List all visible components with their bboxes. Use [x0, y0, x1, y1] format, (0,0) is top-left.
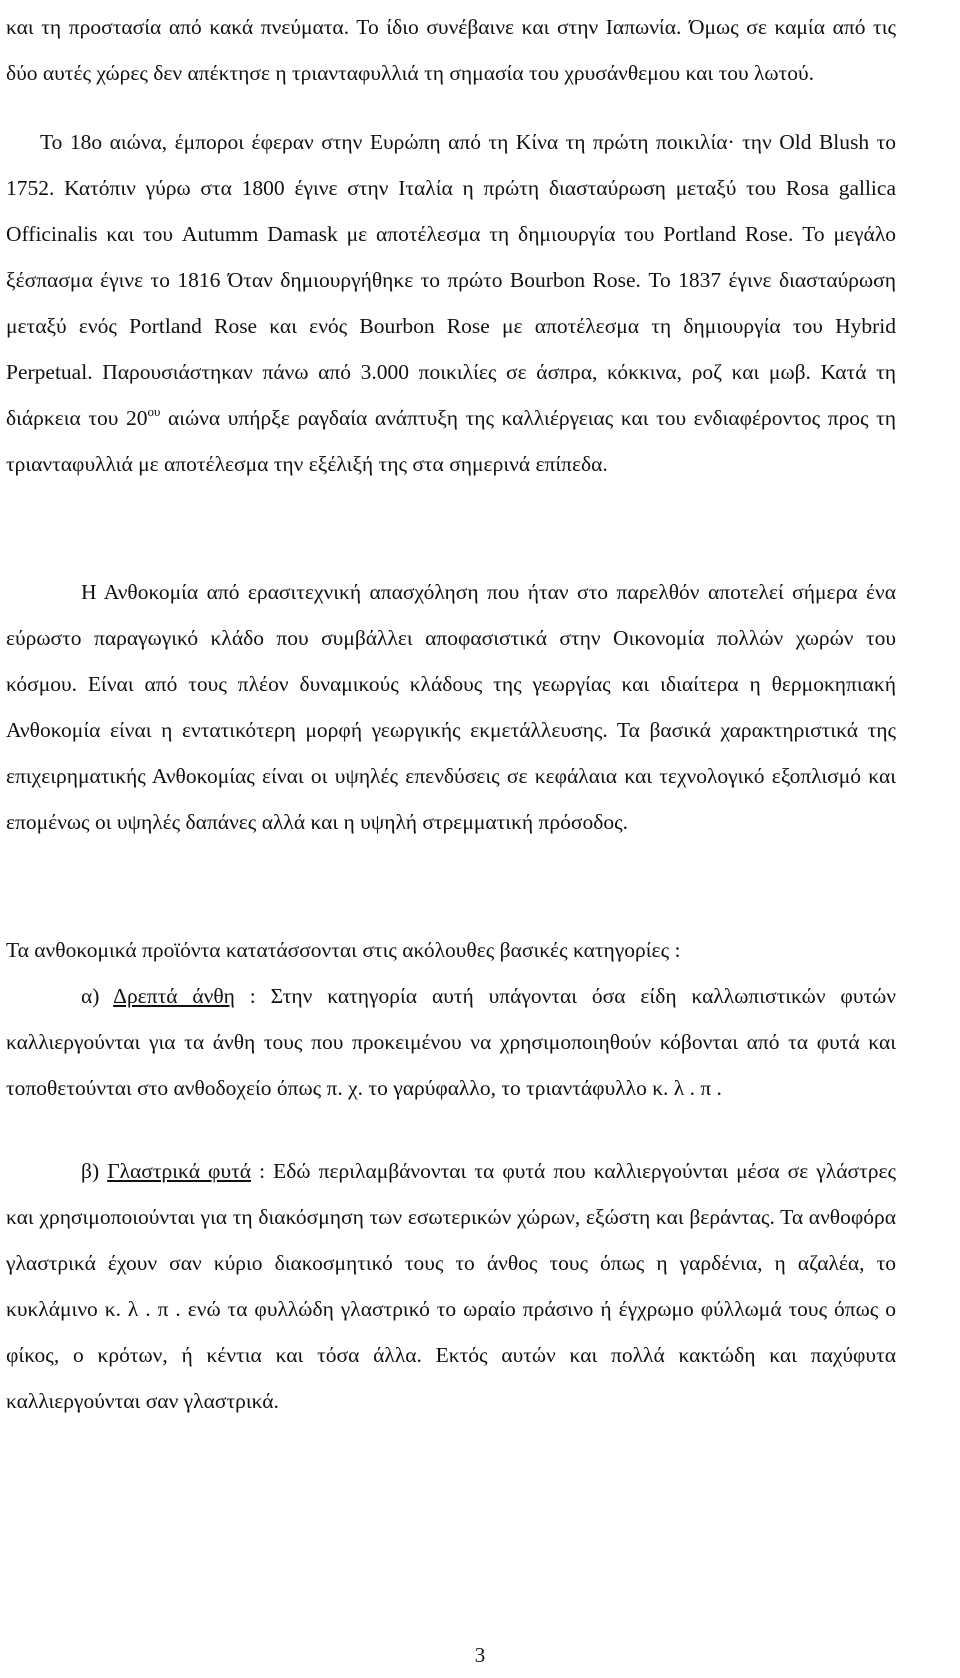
term-potted-plants: Γλαστρικά φυτά — [107, 1159, 251, 1183]
paragraph-cut-flowers — [6, 973, 896, 1111]
paragraph-text: Η Ανθοκομία από ερασιτεχνική απασχόληση που ήταν στο παρελθόν αποτελεί σήμερα ένα εύρωστο παραγωγικό κλάδο που συμβάλλει αποφασιστικά στην Οικονομία πολλών χωρών του κόσμου. Είναι από τους πλέον δυναμικούς κλάδους της γεωργίας και ιδιαίτερα η θερμοκηπιακή Ανθοκομία είναι η εντατικότερη μορφή γεωργικής εκμετάλλευσης. Τα βασικά χαρακτηριστικά της επιχειρηματικής Ανθοκομίας είναι οι υψηλές επενδύσεις σε κεφάλαια και τεχνολογικό εξοπλισμό και επομένως οι υψηλές δαπάνες αλλά και η υψηλή στρεμματική πρόσοδος. — [6, 580, 896, 834]
paragraph-text: Τα ανθοκομικά προϊόντα κατατάσσονται στις ακόλουθες βασικές κατηγορίες : — [6, 938, 681, 962]
paragraph-categories-intro — [6, 927, 896, 973]
paragraph-protection-text — [6, 4, 896, 96]
paragraph-rose-history — [6, 119, 896, 487]
list-marker: β) — [81, 1159, 108, 1183]
paragraph-text: αιώνα υπήρξε ραγδαία ανάπτυξη της καλλιέργειας και του ενδιαφέροντος προς τη τριανταφυλλιά με αποτέλεσμα την εξέλιξή της στα σημερινά επίπεδα. — [6, 406, 896, 476]
paragraph-text: : Στην κατηγορία αυτή υπάγονται όσα είδη καλλωπιστικών φυτών καλλιεργούνται για τα άνθη τους που προκειμένου να χρησιμοποιηθούν κόβονται από τα φυτά και τοποθετούνται στο ανθοδοχείο όπως π. χ. το γαρύφαλλο, το τριαντάφυλλο κ. λ . π . — [6, 984, 896, 1100]
page-number: 3 — [474, 1643, 486, 1667]
paragraph-text: και τη προστασία από κακά πνεύματα. Το ίδιο συνέβαινε και στην Ιαπωνία. Όμως σε καμία από τις δύο αυτές χώρες δεν απέκτησε η τριανταφυλλιά τη σημασία του χρυσάνθεμου και του λωτού. — [6, 15, 896, 85]
paragraph-text: Το 18ο αιώνα, έμποροι έφεραν στην Ευρώπη από τη Κίνα τη πρώτη ποικιλία· την Old Blush το 1752. Κατόπιν γύρω στα 1800 έγινε στην Ιταλία η πρώτη διασταύρωση μεταξύ του Rosa gallica Officinalis και του Autumm Damask με αποτέλεσμα τη δημιουργία του Portland Rose. Το μεγάλο ξέσπασμα έγινε το 1816 Όταν δημιουργήθηκε το πρώτο Bourbon Rose. Το 1837 έγινε διασταύρωση μεταξύ ενός Portland Rose και ενός Bourbon Rose με αποτέλεσμα τη δημιουργία του Hybrid Perpetual. Παρουσιάστηκαν πάνω από 3.000 ποικιλίες σε άσπρα, κόκκινα, ροζ και μωβ. Κατά τη διάρκεια του 20 — [6, 130, 896, 430]
paragraph-potted-plants — [6, 1148, 896, 1424]
list-marker: α) — [81, 984, 114, 1008]
paragraph-text: : Εδώ περιλαμβάνονται τα φυτά που καλλιεργούνται μέσα σε γλάστρες και χρησιμοποιούνται για τη διακόσμηση των εσωτερικών χώρων, εξώστη και βεράντας. Τα ανθοφόρα γλαστρικά έχουν σαν κύριο διακοσμητικό τους το άνθος τους όπως η γαρδένια, η αζαλέα, το κυκλάμινο κ. λ . π . ενώ τα φυλλώδη γλαστρικό το ωραίο πράσινο ή έγχρωμο φύλλωμά τους όπως ο φίκος, ο κρότων, ή κέντια και τόσα άλλα. Εκτός αυτών και πολλά κακτώδη και παχύφυτα καλλιεργούνται σαν γλαστρικά. — [6, 1159, 897, 1413]
superscript: ου — [147, 404, 161, 419]
term-cut-flowers: Δρεπτά άνθη — [113, 984, 235, 1008]
paragraph-floriculture — [6, 569, 896, 845]
